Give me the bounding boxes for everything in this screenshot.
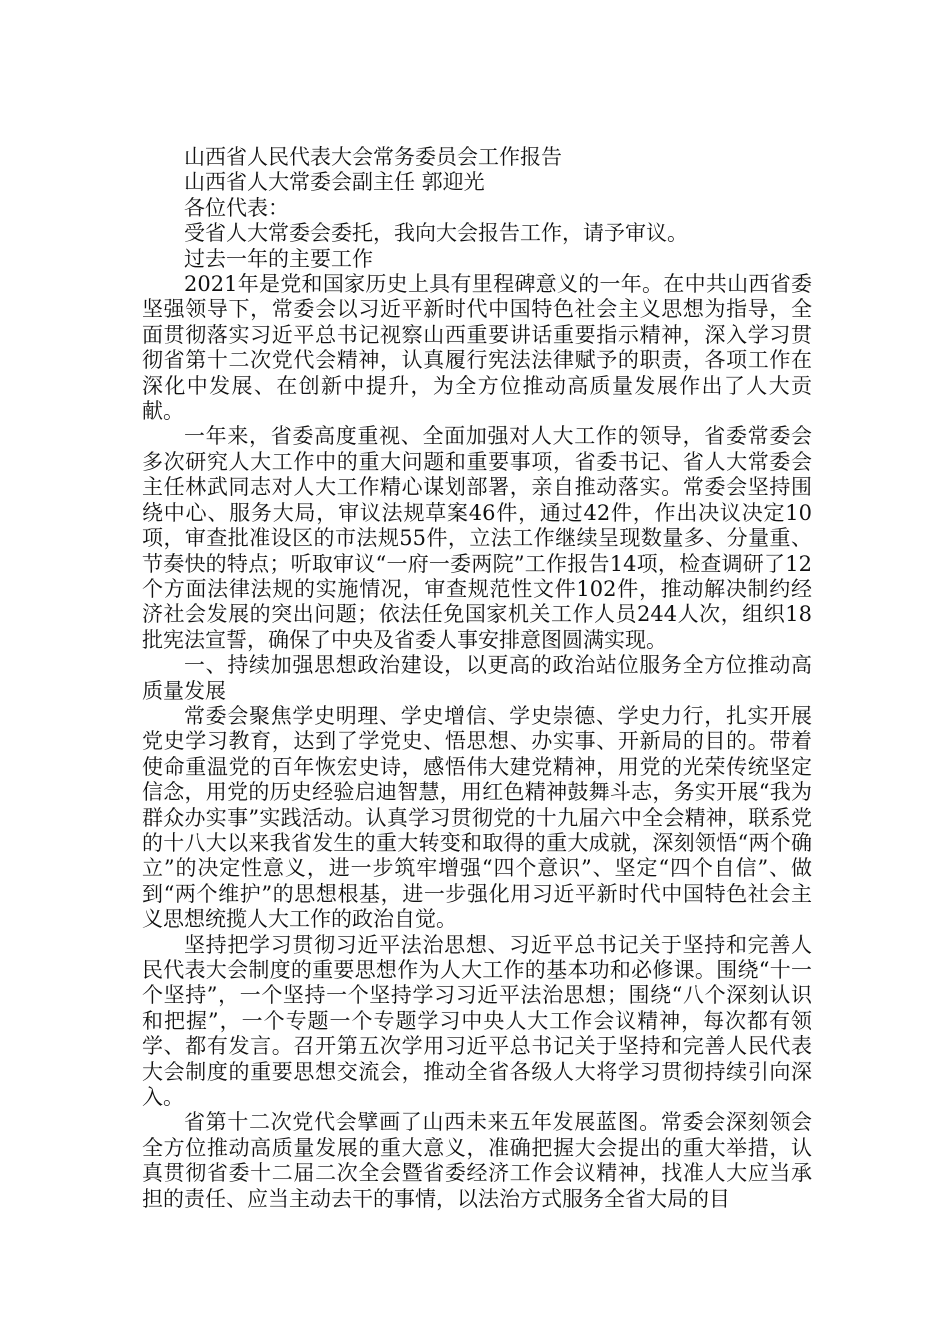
document-author: 山西省人大常委会副主任 郭迎光 — [184, 170, 485, 195]
paragraph-5: 坚持把学习贯彻习近平法治思想、习近平总书记关于坚持和完善人民代表大会制度的重要思想作为人大工作的基本功和必修课。围绕“十一个坚持”，一个坚持一个坚持学习习近平法治思想；围绕“八个深刻认识和把握”，一个专题一个专题学习中央人大工作会议精神，每次都有领学、都有发言。召开第五次学用习近平总书记关于坚持和完善人民代表大会制度的重要思想交流会，推动全省各级人大将学习贯彻持续引向深入。 — [142, 932, 812, 1110]
document-title: 山西省人民代表大会常务委员会工作报告 — [184, 145, 562, 169]
paragraph-2: 2021年是党和国家历史上具有里程碑意义的一年。在中共山西省委坚强领导下，常委会以习近平新时代中国特色社会主义思想为指导，全面贯彻落实习近平总书记视察山西重要讲话重要指示精神，深入学习贯彻省第十二次党代会精神，认真履行宪法法律赋予的职责，各项工作在深化中发展、在创新中提升，为全方位推动高质量发展作出了人大贡献。 — [142, 272, 812, 424]
section-heading-main-work: 过去一年的主要工作 — [184, 246, 373, 271]
section-heading-one: 一、持续加强思想政治建设，以更高的政治站位服务全方位推动高质量发展 — [142, 653, 812, 703]
document-salutation: 各位代表： — [184, 195, 289, 220]
paragraph-6: 省第十二次党代会擘画了山西未来五年发展蓝图。常委会深刻领会全方位推动高质量发展的重大意义，准确把握大会提出的重大举措，认真贯彻省委十二届二次全会暨省委经济工作会议精神，找准人大应当承担的责任、应当主动去干的事情，以法治方式服务全省大局的目 — [142, 1110, 812, 1211]
paragraph-3: 一年来，省委高度重视、全面加强对人大工作的领导，省委常委会多次研究人大工作中的重大问题和重要事项，省委书记、省人大常委会主任林武同志对人大工作精心谋划部署，亲自推动落实。常委会坚持围绕中心、服务大局，审议法规草案46件，通过42件，作出决议决定10项，审查批准设区的市法规55件，立法工作继续呈现数量多、分量重、节奏快的特点；听取审议“一府一委两院”工作报告14项，检查调研了12个方面法律法规的实施情况，审查规范性文件102件，推动解决制约经济社会发展的突出问题；依法任免国家机关工作人员244人次，组织18批宪法宣誓，确保了中央及省委人事安排意图圆满实现。 — [142, 424, 812, 652]
paragraph-1: 受省人大常委会委托，我向大会报告工作，请予审议。 — [184, 221, 688, 246]
document-body — [142, 145, 812, 1212]
paragraph-4: 常委会聚焦学史明理、学史增信、学史崇德、学史力行，扎实开展党史学习教育，达到了学党史、悟思想、办实事、开新局的目的。带着使命重温党的百年恢宏史诗，感悟伟大建党精神，用党的光荣传统坚定信念，用党的历史经验启迪智慧，用红色精神鼓舞斗志，务实开展“我为群众办实事”实践活动。认真学习贯彻党的十九届六中全会精神，联系党的十八大以来我省发生的重大转变和取得的重大成就，深刻领悟“两个确立”的决定性意义，进一步筑牢增强“四个意识”、坚定“四个自信”、做到“两个维护”的思想根基，进一步强化用习近平新时代中国特色社会主义思想统揽人大工作的政治自觉。 — [142, 703, 812, 932]
